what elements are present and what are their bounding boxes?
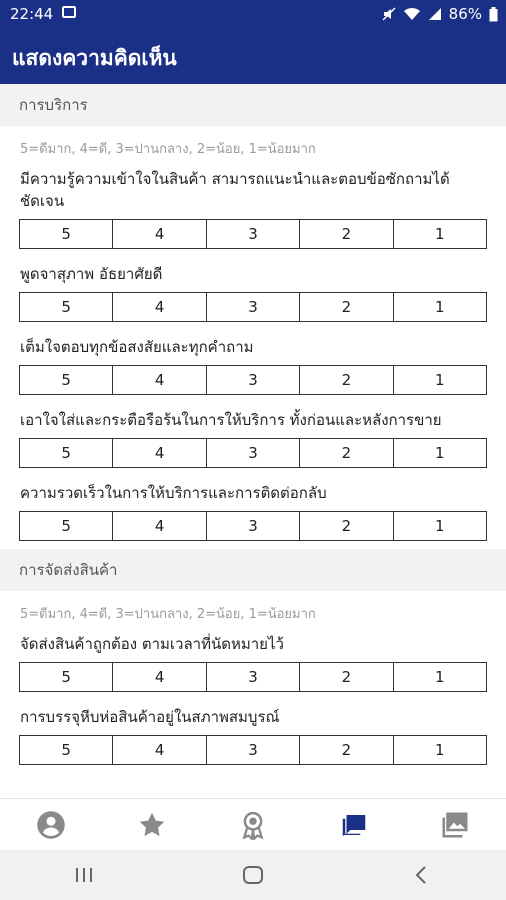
award-icon <box>238 810 268 840</box>
rating-option-4[interactable]: 4 <box>113 663 206 691</box>
rating-selector <box>19 662 487 692</box>
rating-option-3[interactable]: 3 <box>207 293 300 321</box>
rating-selector <box>19 365 487 395</box>
question-text: มีความรู้ความเข้าใจในสินค้า สามารถแนะนำและตอบข้อซักถามได้ชัดเจน <box>20 170 450 210</box>
rating-option-3[interactable]: 3 <box>207 736 300 764</box>
signal-icon <box>428 7 442 21</box>
rating-option-1[interactable]: 1 <box>435 668 445 686</box>
back-icon[interactable] <box>410 865 434 885</box>
rating-selector <box>19 438 487 468</box>
rating-option-1[interactable]: 1 <box>435 225 445 243</box>
recent-apps-icon[interactable] <box>72 865 96 885</box>
nav-item-favorites[interactable] <box>101 799 202 851</box>
rating-option-5[interactable]: 5 <box>20 439 113 467</box>
section-header: การจัดส่งสินค้า <box>0 549 506 591</box>
rating-option-2[interactable]: 2 <box>300 366 393 394</box>
rating-option-2[interactable]: 2 <box>300 512 393 540</box>
rating-option-2[interactable]: 2 <box>300 663 393 691</box>
question-item <box>0 168 506 257</box>
rating-option-4[interactable]: 4 <box>113 512 206 540</box>
section-header: การบริการ <box>0 84 506 126</box>
question-text: พูดจาสุภาพ อัธยาศัยดี <box>20 265 163 283</box>
rating-legend: 5=ดีมาก, 4=ดี, 3=ปานกลาง, 2=น้อย, 1=น้อยมาก <box>20 607 316 622</box>
home-icon[interactable] <box>241 865 265 885</box>
question-item <box>0 633 506 700</box>
rating-option-2[interactable]: 2 <box>300 220 393 248</box>
rating-option-1[interactable]: 1 <box>435 444 445 462</box>
rating-option-5[interactable]: 5 <box>20 512 113 540</box>
rating-option-3[interactable]: 3 <box>207 366 300 394</box>
question-text: เอาใจใส่และกระตือรือร้นในการให้บริการ ทั้งก่อนและหลังการขาย <box>20 411 442 429</box>
battery-percent: 86% <box>448 5 482 23</box>
rating-option-2[interactable]: 2 <box>300 439 393 467</box>
rating-option-5[interactable]: 5 <box>20 736 113 764</box>
status-time: 22:44 <box>10 5 54 23</box>
rating-option-4[interactable]: 4 <box>113 366 206 394</box>
rating-option-1[interactable]: 1 <box>435 741 445 759</box>
page-title: แสดงความคิดเห็น <box>12 46 177 70</box>
nav-item-gallery[interactable] <box>405 799 506 851</box>
nav-item-feedback[interactable] <box>304 799 405 851</box>
question-item <box>0 263 506 330</box>
rating-selector <box>19 511 487 541</box>
question-text: จัดส่งสินค้าถูกต้อง ตามเวลาที่นัดหมายไว้ <box>20 635 284 653</box>
notification-icons <box>62 6 76 18</box>
star-icon <box>138 811 166 839</box>
rating-option-4[interactable]: 4 <box>113 293 206 321</box>
rating-option-4[interactable]: 4 <box>113 736 206 764</box>
battery-icon <box>489 7 498 22</box>
rating-option-1[interactable]: 1 <box>435 298 445 316</box>
gallery-icon <box>440 810 470 840</box>
question-text: เต็มใจตอบทุกข้อสงสัยและทุกคำถาม <box>20 338 254 356</box>
question-item <box>0 409 506 476</box>
rating-option-5[interactable]: 5 <box>20 366 113 394</box>
rating-option-5[interactable]: 5 <box>20 220 113 248</box>
mute-icon <box>382 7 396 21</box>
question-item <box>0 336 506 403</box>
question-text: ความรวดเร็วในการให้บริการและการติดต่อกลับ <box>20 484 327 502</box>
rating-option-1[interactable]: 1 <box>435 371 445 389</box>
system-icons <box>382 5 498 23</box>
rating-option-1[interactable]: 1 <box>435 517 445 535</box>
rating-option-3[interactable]: 3 <box>207 439 300 467</box>
person-icon <box>36 810 66 840</box>
rating-option-4[interactable]: 4 <box>113 220 206 248</box>
rating-selector <box>19 292 487 322</box>
rating-option-3[interactable]: 3 <box>207 220 300 248</box>
nav-item-profile[interactable] <box>0 799 101 851</box>
system-navigation-bar <box>0 850 506 900</box>
rating-selector <box>19 219 487 249</box>
rating-option-5[interactable]: 5 <box>20 293 113 321</box>
nav-item-rewards[interactable] <box>202 799 303 851</box>
rating-legend: 5=ดีมาก, 4=ดี, 3=ปานกลาง, 2=น้อย, 1=น้อยมาก <box>20 142 316 157</box>
rating-selector <box>19 735 487 765</box>
bottom-navigation <box>0 798 506 851</box>
status-bar <box>0 0 506 28</box>
rating-option-2[interactable]: 2 <box>300 736 393 764</box>
app-bar <box>0 28 506 84</box>
question-item <box>0 706 506 773</box>
gallery-notification-icon <box>62 6 76 18</box>
rating-option-4[interactable]: 4 <box>113 439 206 467</box>
question-item <box>0 482 506 549</box>
chat-icon <box>339 810 369 840</box>
rating-option-2[interactable]: 2 <box>300 293 393 321</box>
rating-option-5[interactable]: 5 <box>20 663 113 691</box>
feedback-form[interactable] <box>0 84 506 798</box>
wifi-icon <box>403 7 421 21</box>
question-text: การบรรจุหีบห่อสินค้าอยู่ในสภาพสมบูรณ์ <box>20 708 280 726</box>
rating-option-3[interactable]: 3 <box>207 663 300 691</box>
rating-option-3[interactable]: 3 <box>207 512 300 540</box>
